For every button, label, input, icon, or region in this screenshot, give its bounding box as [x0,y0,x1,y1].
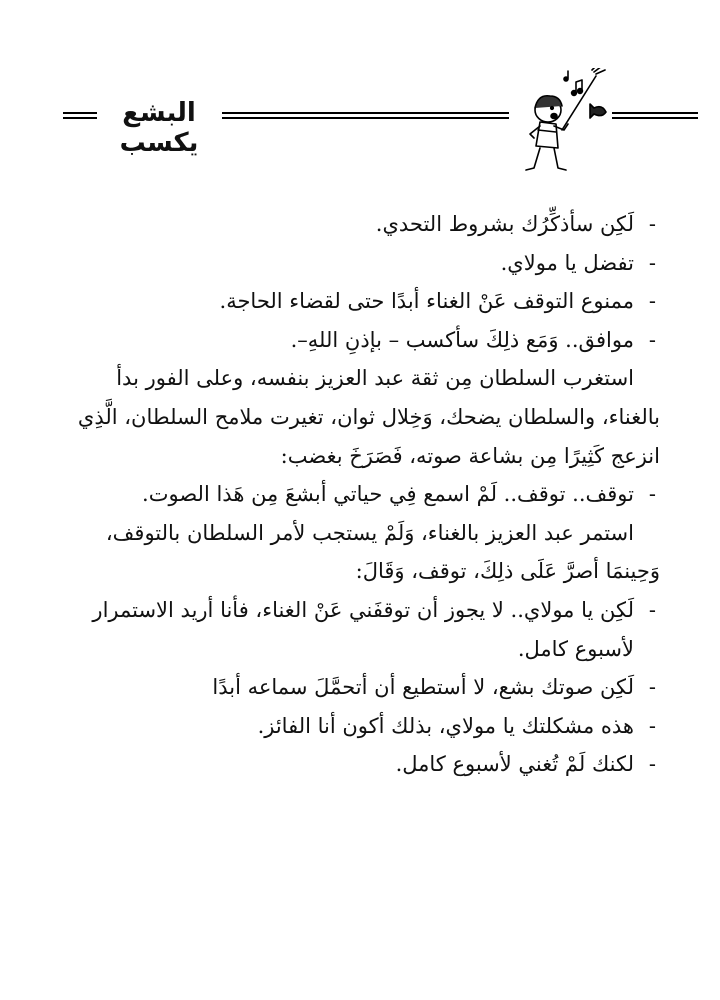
dialogue-line: - هذه مشكلتك يا مولاي، بذلك أكون أنا الفائز. [60,707,660,746]
boy-singing-with-broom-icon [510,68,610,174]
narration-line: بالغناء، والسلطان يضحك، وَخِلال ثوان، تغيرت ملامح السلطان، الَّذِي [77,404,660,429]
dialogue-line: - موافق.. وَمَع ذلِكَ سأكسب – بإذنِ اللهِ–. [60,321,660,360]
header-rule-middle [222,112,509,124]
dialogue-line: - لكنك لَمْ تُغني لأسبوع كامل. [60,745,660,784]
dialogue-line: - توقف.. توقف.. لَمْ اسمع فِي حياتي أبشعَ مِن هَذا الصوت. [60,475,660,514]
narration-line: انزعج كَثِيرًا مِن بشاعة صوته، فَصَرَخَ بغضب: [280,443,660,468]
page-header [0,68,720,178]
dialogue-line: - تفضل يا مولاي. [60,244,660,283]
dialogue-line: - لَكِن صوتك بشع، لا أستطيع أن أتحمَّلَ سماعه أبدًا [60,668,660,707]
book-title: البشع يكسب [119,98,199,158]
dialogue-line: - ممنوع التوقف عَنْ الغناء أبدًا حتى لقضاء الحاجة. [60,282,660,321]
header-rule-left [63,112,97,124]
narration-line: استغرب السلطان مِن ثقة عبد العزيز بنفسه، وعلى الفور بدأ [116,366,634,391]
dialogue-line: - لَكِن سأذكِّرُك بشروط التحدي. [60,205,660,244]
header-rule-right [612,112,698,124]
dialogue-continuation: لأسبوع كامل. [517,636,634,661]
narration-line: وَحِينمَا أصرَّ عَلَى ذلِكَ، توقف، وَقَالَ: [355,559,660,584]
narration-line: استمر عبد العزيز بالغناء، وَلَمْ يستجب لأمر السلطان بالتوقف، [105,520,634,545]
dialogue-line: - لَكِن يا مولاي.. لا يجوز أن توقفَني عَنْ الغناء، فأنا أريد الاستمرار [60,591,660,630]
story-text [60,205,660,784]
